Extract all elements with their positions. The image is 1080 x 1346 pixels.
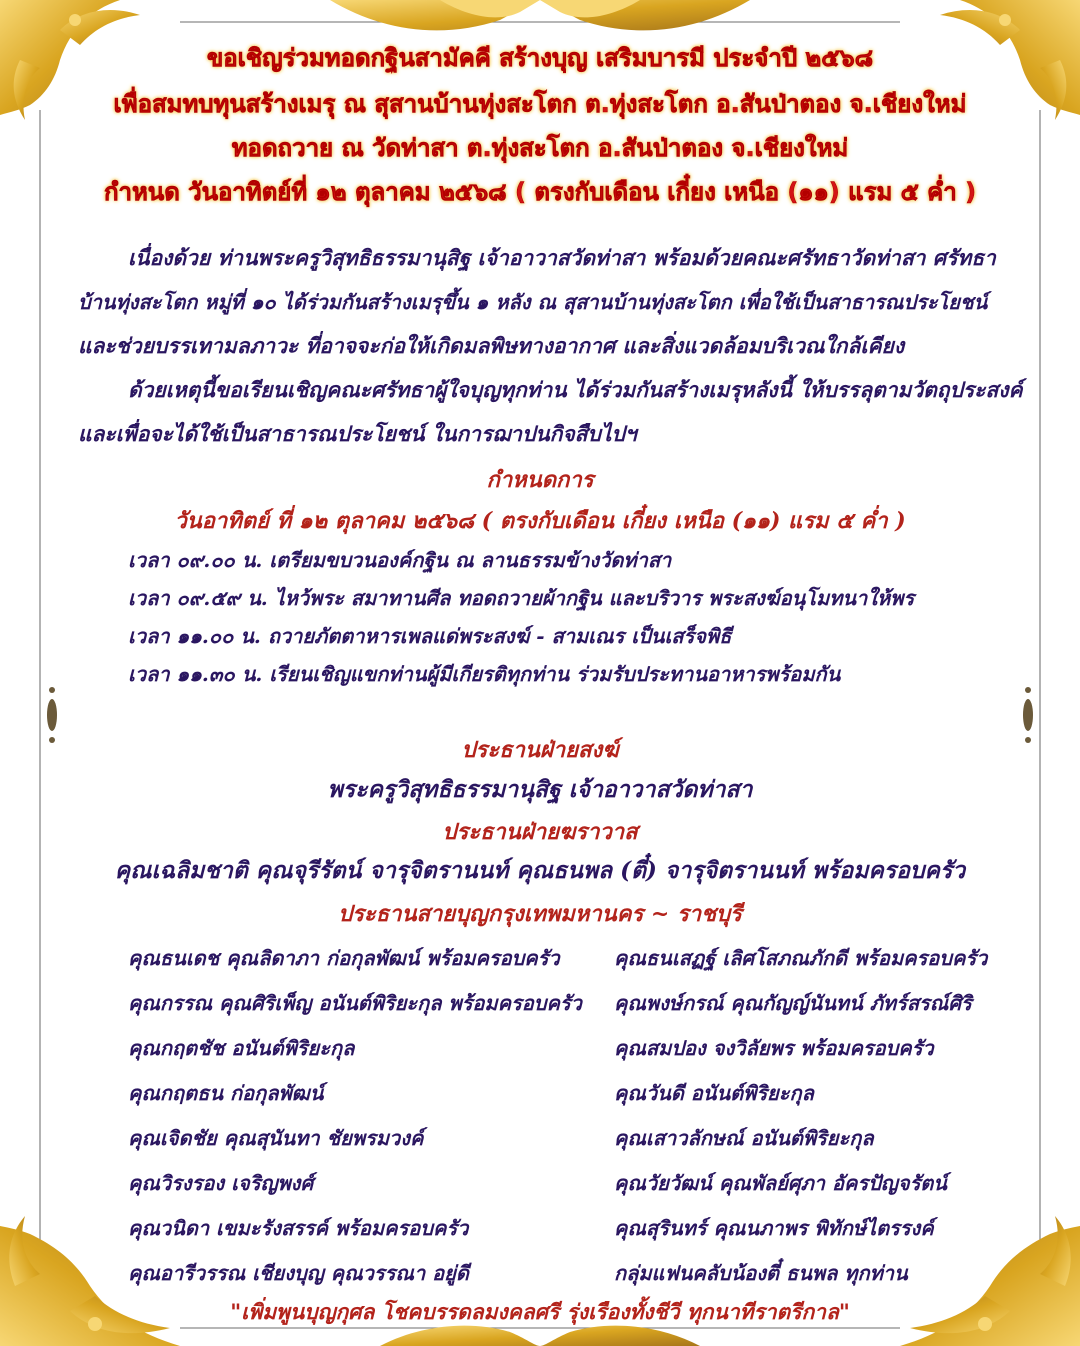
- header-title: ขอเชิญร่วมทอดกฐินสามัคคี สร้างบุญ เสริมบารมี ประจำปี ๒๕๖๘: [206, 44, 874, 72]
- schedule-date: วันอาทิตย์ ที่ ๑๒ ตุลาคม ๒๕๖๘ ( ตรงกับเดือน เกี๋ยง เหนือ (๑๑) แรม ๕ ค่ำ ): [174, 508, 906, 534]
- donor-name-left: คุณกรรณ คุณศิริเพ็ญ อนันต์พิริยะกุล พร้อมครอบครัว: [128, 991, 582, 1015]
- donor-name-right: คุณสมปอง จงวิลัยพร พร้อมครอบครัว: [614, 1036, 934, 1060]
- donor-name-right: คุณวันดี อนันต์พิริยะกุล: [614, 1081, 814, 1105]
- donor-name-right: กลุ่มแฟนคลับน้องตี๋ ธนพล ทุกท่าน: [614, 1261, 908, 1285]
- donor-name-right: คุณเสาวลักษณ์ อนันต์พิริยะกุล: [614, 1126, 874, 1150]
- header-location: ทอดถวาย ณ วัดท่าสา ต.ทุ่งสะโตก อ.สันป่าตอง จ.เชียงใหม่: [231, 134, 849, 162]
- donor-name-left: คุณธนเดช คุณลิดาภา ก่อกุลพัฒน์ พร้อมครอบครัว: [128, 946, 560, 970]
- donor-name-left: คุณเจิดชัย คุณสุนันทา ชัยพรมวงค์: [128, 1126, 424, 1150]
- schedule-item: เวลา ๐๙.๐๐ น. เตรียมขบวนองค์กฐิน ณ ลานธรรมข้างวัดท่าสา: [128, 548, 672, 572]
- paragraph-2-line-1: ด้วยเหตุนี้ขอเรียนเชิญคณะศรัทธาผู้ใจบุญทุกท่าน ได้ร่วมกันสร้างเมรุหลังนี้ ให้บรรลุตามวัตถุประสงค์: [128, 377, 1023, 402]
- schedule-heading: กำหนดการ: [486, 467, 594, 493]
- donor-name-right: คุณสุรินทร์ คุณนภาพร พิทักษ์ไตรรงค์: [614, 1216, 934, 1240]
- schedule-item: เวลา ๐๙.๕๙ น. ไหว้พระ สมาทานศีล ทอดถวายผ้ากฐิน และบริวาร พระสงฆ์อนุโมทนาให้พร: [128, 586, 915, 610]
- bkk-chair-heading: ประธานสายบุญกรุงเทพมหานคร ~ ราชบุรี: [338, 901, 742, 927]
- lay-chair-name: คุณเฉลิมชาติ คุณจุรีรัตน์ จารุจิตรานนท์ คุณธนพล (ตี๋) จารุจิตรานนท์ พร้อมครอบครัว: [114, 857, 966, 884]
- monk-chair-heading: ประธานฝ่ายสงฆ์: [461, 737, 619, 763]
- lay-chair-heading: ประธานฝ่ายฆราวาส: [442, 819, 638, 845]
- schedule-item: เวลา ๑๑.๓๐ น. เรียนเชิญแขกท่านผู้มีเกียรติทุกท่าน ร่วมรับประทานอาหารพร้อมกัน: [128, 662, 841, 686]
- donor-name-left: คุณกฤตธน ก่อกุลพัฒน์: [128, 1081, 324, 1105]
- donor-name-right: คุณวัยวัฒน์ คุณพัลย์ศุภา อัครปัญจรัตน์: [614, 1171, 947, 1195]
- header-date: กำหนด วันอาทิตย์ที่ ๑๒ ตุลาคม ๒๕๖๘ ( ตรงกับเดือน เกี๋ยง เหนือ (๑๑) แรม ๕ ค่ำ ): [103, 178, 977, 206]
- paragraph-2-line-2: และเพื่อจะได้ใช้เป็นสาธารณประโยชน์ ในการฌาปนกิจสืบไปฯ: [78, 421, 637, 446]
- donor-name-left: คุณกฤตชัช อนันต์พิริยะกุล: [128, 1036, 355, 1060]
- paragraph-1-line-3: และช่วยบรรเทามลภาวะ ที่อาจจะก่อให้เกิดมลพิษทางอากาศ และสิ่งแวดล้อมบริเวณใกล้เคียง: [78, 333, 905, 358]
- donor-name-right: คุณธนเสฏฐ์ เลิศโสภณภักดี พร้อมครอบครัว: [614, 946, 988, 970]
- donor-name-left: คุณวนิดา เขมะรังสรรค์ พร้อมครอบครัว: [128, 1216, 469, 1240]
- donor-name-left: คุณอารีวรรณ เชียงบุญ คุณวรรณา อยู่ดี: [128, 1261, 469, 1285]
- schedule-item: เวลา ๑๑.๐๐ น. ถวายภัตตาหารเพลแด่พระสงฆ์ - สามเณร เป็นเสร็จพิธี: [128, 624, 732, 648]
- footer-blessing: "เพิ่มพูนบุญกุศล โชคบรรดลมงคลศรี รุ่งเรืองทั้งชีวี ทุกนาทีราตรีกาล": [230, 1299, 850, 1324]
- monk-chair-name: พระครูวิสุทธิธรรมานุสิฐ เจ้าอาวาสวัดท่าสา: [327, 776, 753, 803]
- paragraph-1-line-2: บ้านทุ่งสะโตก หมู่ที่ ๑๐ ได้ร่วมกันสร้างเมรุขึ้น ๑ หลัง ณ สุสานบ้านทุ่งสะโตก เพื่อใช้เป็นสาธารณประโยชน์: [78, 290, 988, 314]
- donor-name-left: คุณวิรงรอง เจริญพงศ์: [128, 1171, 314, 1195]
- donor-name-right: คุณพงษ์กรณ์ คุณกัญญ์นันทน์ ภัทร์สรณ์ศิริ: [614, 991, 972, 1015]
- paragraph-1-line-1: เนื่องด้วย ท่านพระครูวิสุทธิธรรมานุสิฐ เจ้าอาวาสวัดท่าสา พร้อมด้วยคณะศรัทธาวัดท่าสา ศรัทธา: [128, 245, 996, 270]
- header-purpose: เพื่อสมทบทุนสร้างเมรุ ณ สุสานบ้านทุ่งสะโตก ต.ทุ่งสะโตก อ.สันป่าตอง จ.เชียงใหม่: [113, 90, 967, 118]
